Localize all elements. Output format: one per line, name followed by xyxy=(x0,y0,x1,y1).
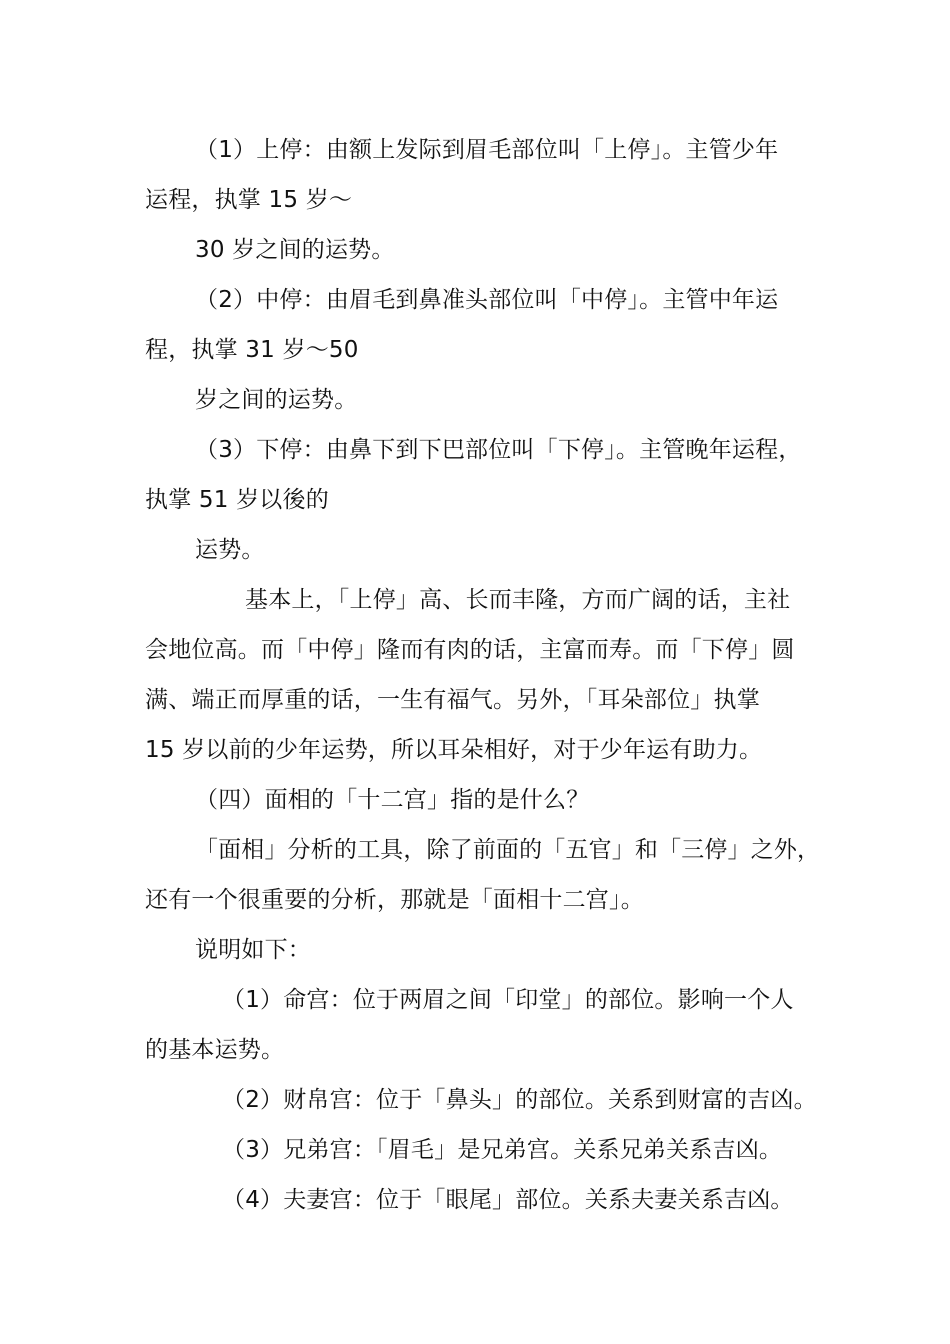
text-line: （3）兄弟宫：「眉毛」是兄弟宫。关系兄弟关系吉凶。 xyxy=(222,1137,783,1163)
text-line: （4）夫妻宫：位于「眼尾」部位。关系夫妻关系吉凶。 xyxy=(222,1187,794,1213)
text-line: （3）下停：由鼻下到下巴部位叫「下停」。主管晚年运程， xyxy=(195,437,802,463)
text-line: （2）财帛宫：位于「鼻头」的部位。关系到财富的吉凶。 xyxy=(222,1087,817,1113)
text-line: （1）上停：由额上发际到眉毛部位叫「上停」。主管少年 xyxy=(195,137,779,163)
text-line: 执掌 51 岁以後的 xyxy=(145,487,329,513)
text-line: 基本上，「上停」高、长而丰隆，方而广阔的话，主社 xyxy=(245,587,791,613)
text-line: （1）命宫：位于两眉之间「印堂」的部位。影响一个人 xyxy=(222,987,794,1013)
text-line: 还有一个很重要的分析，那就是「面相十二宫」。 xyxy=(145,887,644,913)
text-line: 15 岁以前的少年运势，所以耳朵相好，对于少年运有助力。 xyxy=(145,737,763,763)
text-line: 30 岁之间的运势。 xyxy=(195,237,395,263)
text-line: 「面相」分析的工具，除了前面的「五官」和「三停」之外， xyxy=(195,837,821,863)
text-line: 运势。 xyxy=(195,537,265,563)
text-line: 程，执掌 31 岁～50 xyxy=(145,337,359,363)
text-line: 满、端正而厚重的话，一生有福气。另外，「耳朵部位」执掌 xyxy=(145,687,760,713)
text-line: （2）中停：由眉毛到鼻准头部位叫「中停」。主管中年运 xyxy=(195,287,779,313)
text-line: 会地位高。而「中停」隆而有肉的话，主富而寿。而「下停」圆 xyxy=(145,637,795,663)
text-line: 岁之间的运势。 xyxy=(195,387,358,413)
text-line: 说明如下： xyxy=(195,937,311,963)
text-line: 运程，执掌 15 岁～ xyxy=(145,187,353,213)
text-line: 的基本运势。 xyxy=(145,1037,285,1063)
section-heading: （四）面相的「十二宫」指的是什么？ xyxy=(195,787,590,813)
